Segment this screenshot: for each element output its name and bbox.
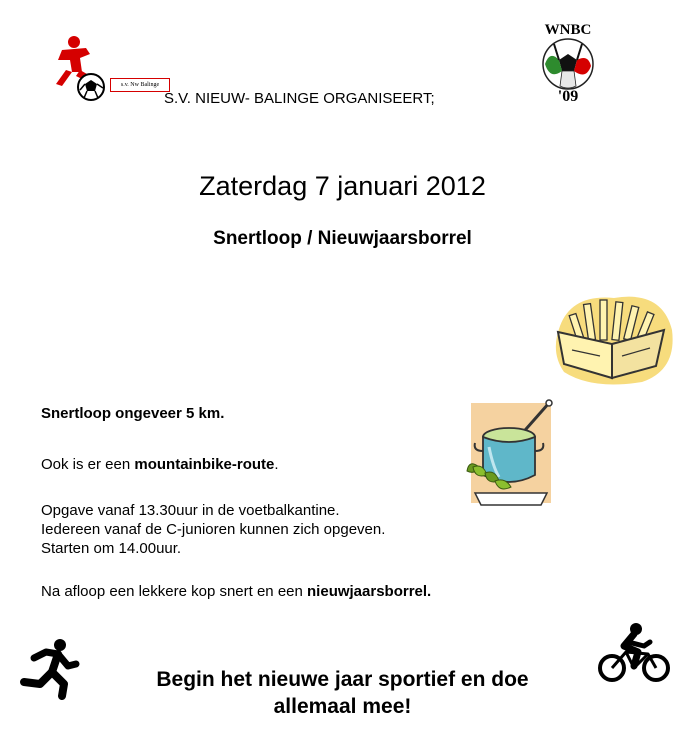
soccer-player-logo-icon <box>52 34 172 104</box>
registration-text: Opgave vanaf 13.30uur in de voetbalkantine. <box>41 502 340 519</box>
mtb-route: mountainbike-route <box>134 456 275 473</box>
start-text: Starten om 14.00uur. <box>41 540 182 557</box>
after-bold: nieuwjaarsborrel. <box>307 583 432 600</box>
slogan <box>0 666 685 720</box>
wnbc-logo-name: WNBC <box>544 22 592 38</box>
organiser-heading: S.V. NIEUW- BALINGE ORGANISEERT; <box>164 90 435 107</box>
distance-text: Snertloop ongeveer 5 km. <box>41 405 225 422</box>
mtb-suffix: . <box>274 456 279 473</box>
soup-pot-icon <box>465 397 557 509</box>
after-line <box>41 583 431 601</box>
wnbc-logo <box>528 22 608 112</box>
mtb-line <box>41 456 279 474</box>
slogan-line-1: Begin het nieuwe jaar sportief en doe <box>156 668 529 691</box>
after-prefix: Na afloop een lekkere kop snert en een <box>41 583 308 600</box>
mtb-prefix: Ook is er een <box>41 456 135 473</box>
slogan-line-2: allemaal mee! <box>273 695 412 718</box>
club-logo-text: s.v. Nw Balinge <box>110 78 170 92</box>
fries-icon <box>552 290 677 390</box>
club-logo <box>52 34 172 104</box>
event-title: Snertloop / Nieuwjaarsborrel <box>213 228 472 249</box>
eligibility-text: Iedereen vanaf de C-junioren kunnen zich opgeven. <box>41 521 386 538</box>
event-date: Zaterdag 7 januari 2012 <box>199 171 486 201</box>
wnbc-ball-logo-icon <box>528 36 608 92</box>
wnbc-logo-year: '09 <box>557 88 579 105</box>
